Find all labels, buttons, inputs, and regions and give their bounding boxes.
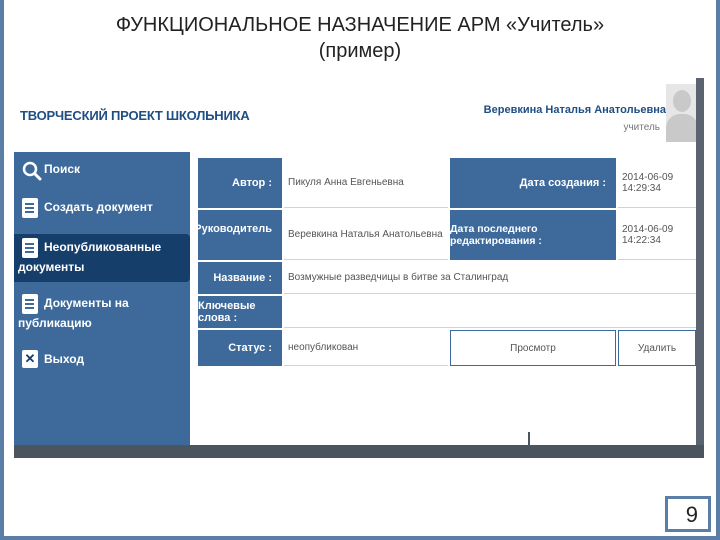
- view-button[interactable]: Просмотр: [450, 330, 616, 366]
- app-screenshot: [14, 78, 704, 458]
- document-icon: [22, 238, 40, 260]
- slide-border-bottom: [0, 536, 720, 540]
- status-label: Статус :: [198, 330, 282, 366]
- keywords-label: Ключевые слова :: [198, 296, 282, 328]
- sidebar-item-documents-for-publication[interactable]: [14, 294, 190, 334]
- supervisor-label: Руководитель :: [198, 210, 282, 260]
- sidebar-item-label: Создать документ: [44, 200, 153, 214]
- app-header: [14, 78, 696, 150]
- sidebar-item-exit[interactable]: [14, 350, 190, 374]
- edited-date-value: [618, 210, 696, 260]
- search-icon: [22, 160, 40, 182]
- delete-button[interactable]: Удалить: [618, 330, 696, 366]
- slide-border-right: [716, 0, 720, 540]
- author-value: Пикуля Анна Евгеньевна: [284, 158, 448, 208]
- sidebar-item-label: документы: [18, 260, 85, 274]
- created-date-time: 14:29:34: [622, 182, 661, 194]
- user-role: учитель: [623, 122, 660, 133]
- author-label: Автор :: [198, 158, 282, 208]
- title-label: Название :: [198, 262, 282, 294]
- status-value: неопубликован: [284, 330, 448, 366]
- edited-date-label: Дата последнего редактирования :: [450, 210, 616, 260]
- exit-icon: ✕: [22, 350, 40, 372]
- avatar-head: [673, 90, 691, 112]
- edited-date-time: 14:22:34: [622, 234, 661, 246]
- keywords-value: [284, 296, 696, 328]
- document-icon: [22, 198, 40, 220]
- slide-title-sub: (пример): [318, 40, 402, 62]
- sidebar-item-label: публикацию: [18, 316, 92, 330]
- created-date-label: Дата создания :: [450, 158, 616, 208]
- sidebar-item-label: Неопубликованные: [44, 240, 162, 254]
- sidebar-item-unpublished-documents[interactable]: [14, 234, 190, 282]
- app-title: ТВОРЧЕСКИЙ ПРОЕКТ ШКОЛЬНИКА: [20, 108, 250, 123]
- title-value: Возмужные разведчицы в битве за Сталинград: [284, 262, 696, 294]
- slide-border-left: [0, 0, 4, 540]
- page-number: 9: [685, 502, 698, 527]
- scrollbar[interactable]: [528, 432, 530, 458]
- document-icon: [22, 294, 40, 316]
- avatar-body: [666, 114, 696, 142]
- screenshot-bottom-bar: [14, 445, 704, 458]
- supervisor-value: Веревкина Наталья Анатольевна: [284, 210, 448, 260]
- sidebar-item-search[interactable]: [14, 160, 190, 184]
- slide-title-main: ФУНКЦИОНАЛЬНОЕ НАЗНАЧЕНИЕ АРМ «Учитель»: [115, 14, 605, 36]
- created-date-value: [618, 158, 696, 208]
- slide-title: [0, 12, 720, 64]
- sidebar-item-label: Поиск: [44, 162, 81, 176]
- sidebar-item-label: Документы на: [44, 296, 129, 310]
- page-number-box: [665, 496, 711, 532]
- sidebar-item-create-document[interactable]: [14, 198, 190, 222]
- sidebar-item-label: Выход: [44, 352, 85, 366]
- created-date-day: 2014-06-09: [622, 171, 674, 183]
- user-name[interactable]: Веревкина Наталья Анатольевна: [483, 104, 666, 116]
- sidebar: [14, 152, 190, 445]
- document-details-form: [194, 158, 696, 368]
- edited-date-day: 2014-06-09: [622, 223, 674, 235]
- avatar[interactable]: [666, 84, 696, 142]
